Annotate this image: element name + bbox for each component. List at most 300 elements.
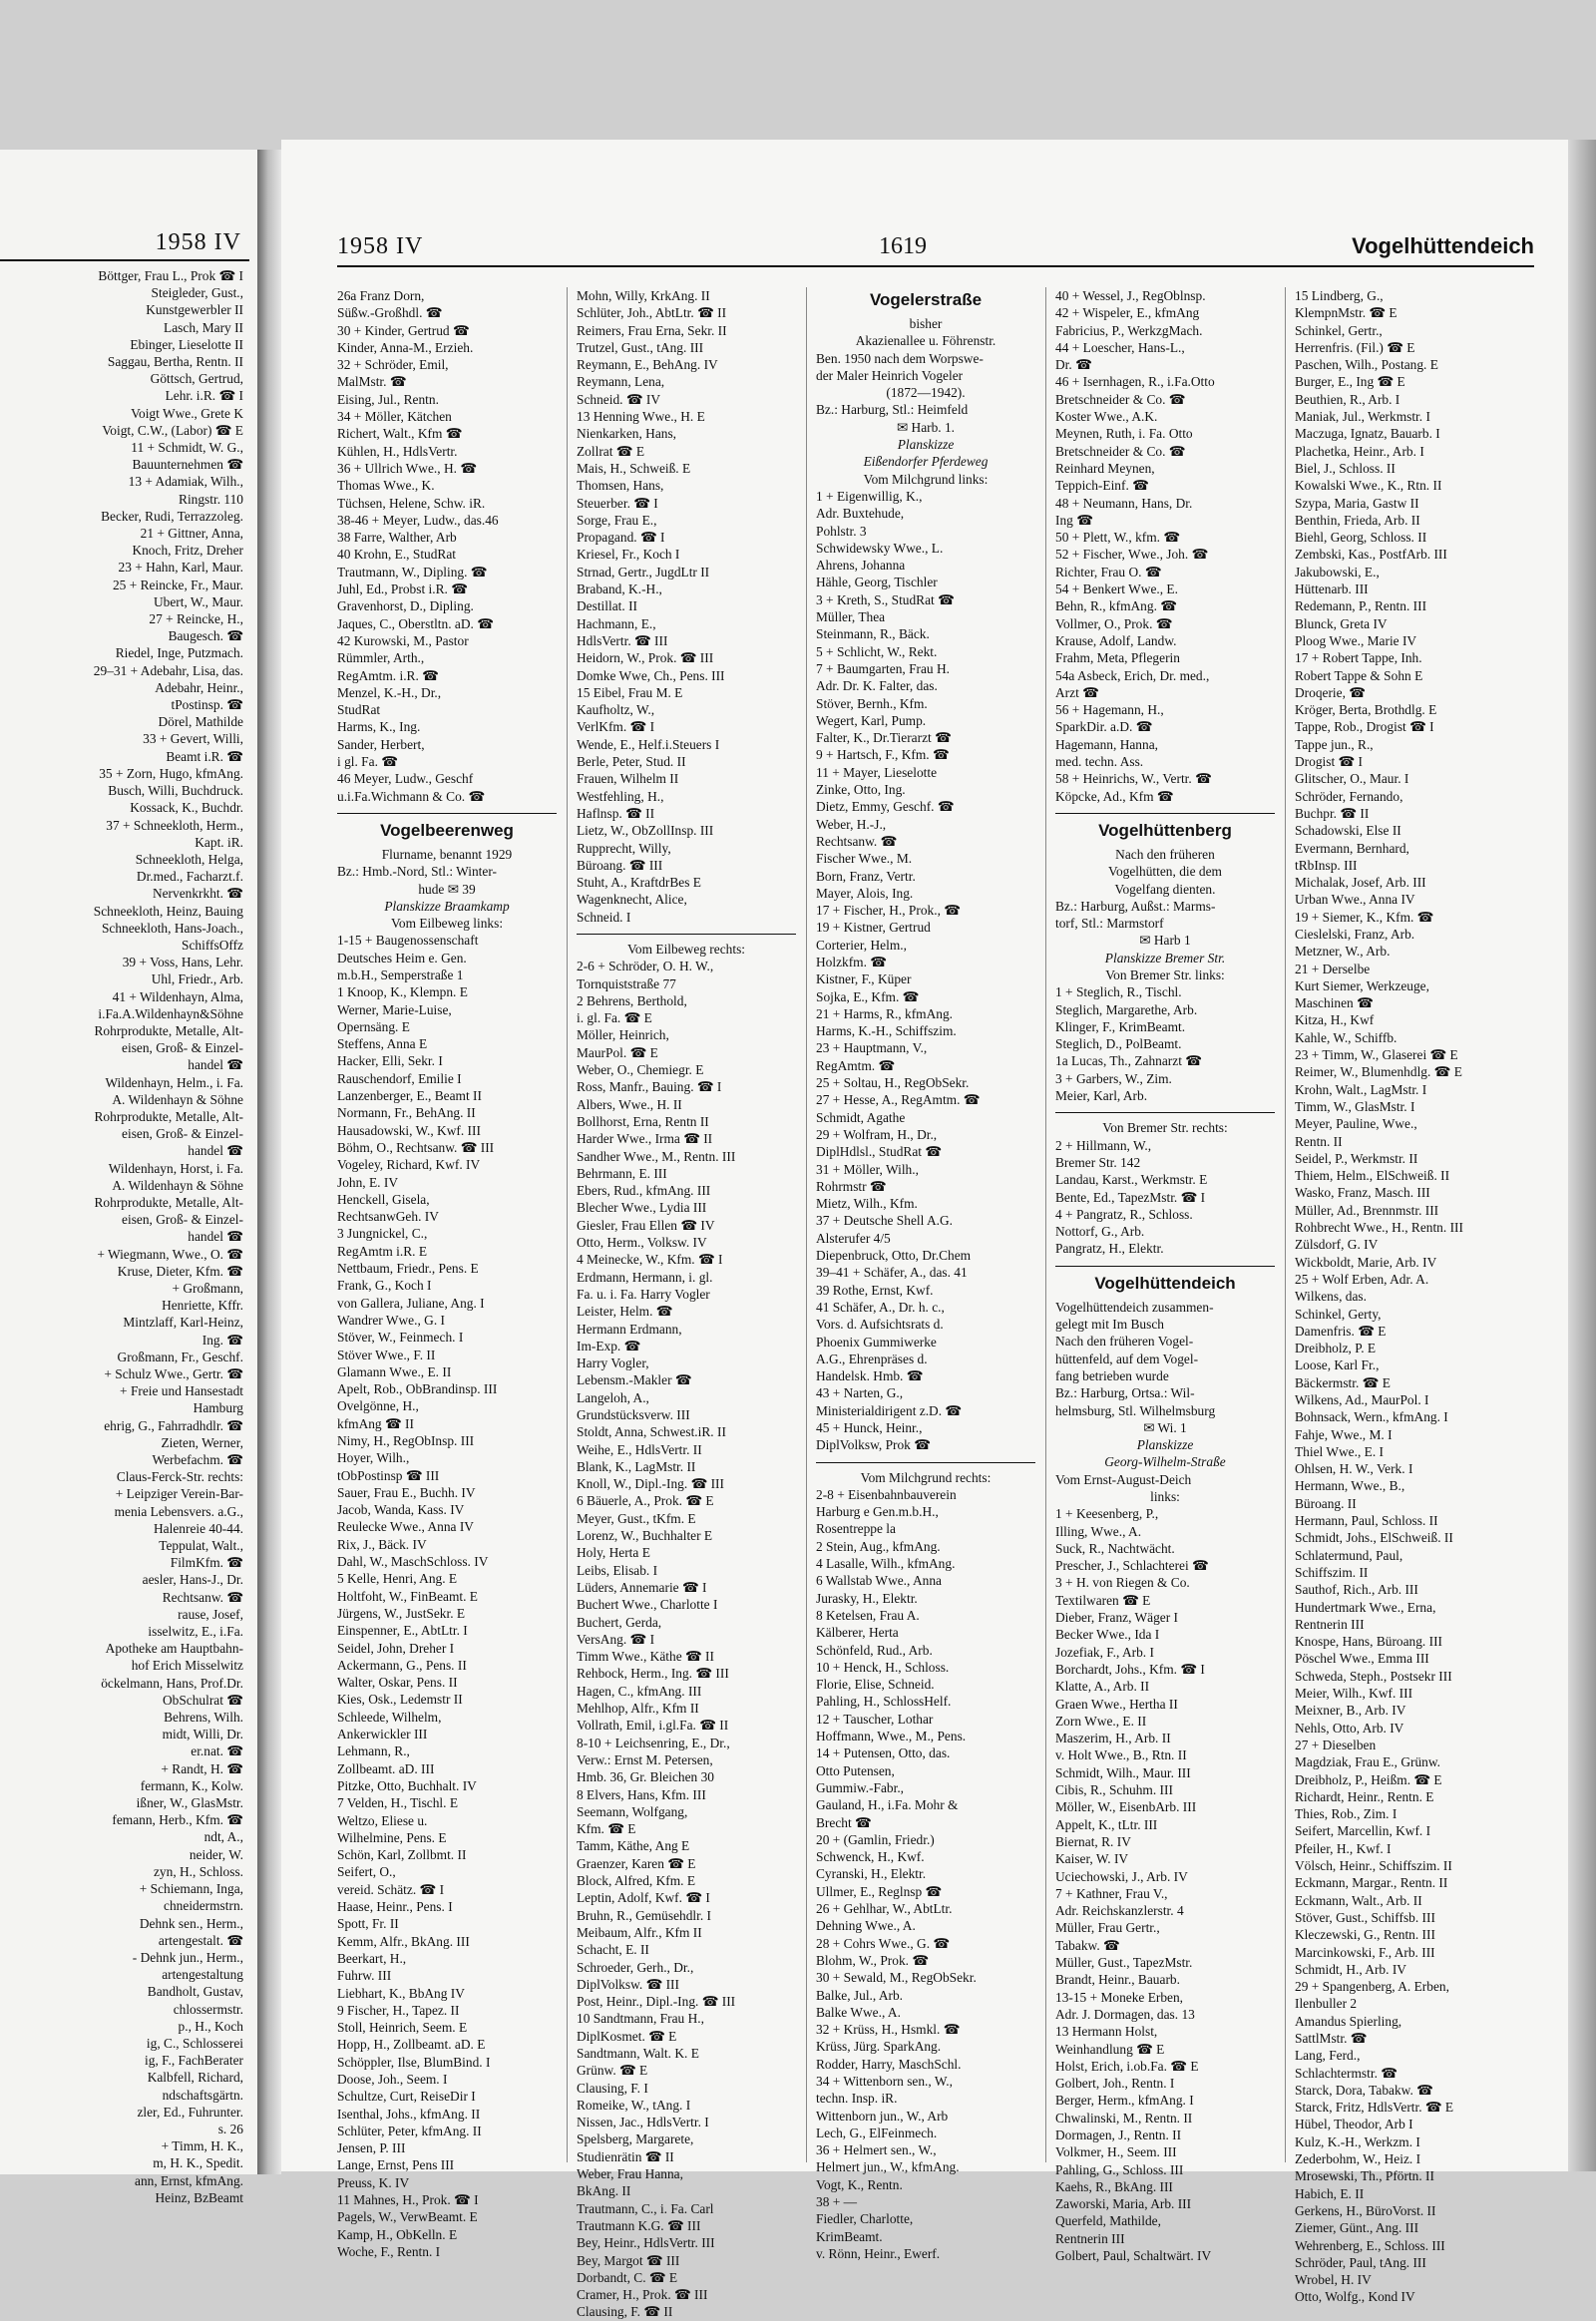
previous-page bbox=[0, 150, 259, 2205]
directory-entry-line: Adr. Buxtehude, bbox=[816, 506, 905, 522]
directory-entry-line: Wildenhayn, Horst, i. Fa. bbox=[108, 1160, 243, 1176]
directory-entry-line: Studienrätin ☎ II bbox=[577, 2148, 674, 2164]
directory-entry-line: Apelt, Rob., ObBrandinsp. III bbox=[337, 1381, 498, 1397]
directory-entry-line: Maszerim, H., Arb. II bbox=[1055, 1731, 1171, 1746]
directory-entry-line: Nissen, Jac., HdlsVertr. I bbox=[577, 2115, 709, 2130]
directory-entry-line: Uciechowski, J., Arb. IV bbox=[1055, 1868, 1188, 1884]
directory-entry-line: Bz.: Harburg, Stl.: Heimfeld bbox=[816, 402, 969, 418]
directory-entry-line: Weinhandlung ☎ E bbox=[1055, 2041, 1165, 2057]
directory-entry-line: 4 Lasalle, Wilh., kfmAng. bbox=[816, 1556, 956, 1572]
directory-entry-line: Kühlen, H., HdlsVertr. bbox=[337, 443, 458, 459]
directory-entry-line: 52 + Fischer, Wwe., Joh. ☎ bbox=[1055, 547, 1209, 563]
directory-entry-line: Rechtsanw. ☎ bbox=[162, 1589, 243, 1605]
directory-entry-line: Becker, Rudi, Terrazzoleg. bbox=[101, 508, 243, 524]
directory-entry-line: Spott, Fr. II bbox=[337, 1916, 399, 1932]
directory-entry-line: Buchert Wwe., Charlotte I bbox=[577, 1597, 718, 1613]
column-divider bbox=[806, 287, 807, 2162]
directory-entry-line: Glamann Wwe., E. II bbox=[337, 1363, 452, 1379]
directory-entry-line: Seidel, John, Dreher I bbox=[337, 1640, 455, 1656]
directory-entry-line: Wende, E., Helf.i.Steuers I bbox=[577, 736, 720, 752]
directory-entry-line: 48 + Neumann, Hans, Dr. bbox=[1055, 495, 1193, 511]
directory-entry-line: Schneekloth, Hans-Joach., bbox=[101, 920, 243, 936]
directory-entry-line: + Leipziger Verein-Bar- bbox=[115, 1486, 243, 1502]
directory-entry-line: Kurt Siemer, Werkzeuge, bbox=[1295, 977, 1429, 993]
directory-entry-line: Meixner, B., Arb. IV bbox=[1295, 1703, 1406, 1719]
directory-entry-line: Reymann, E., BehAng. IV bbox=[577, 357, 718, 373]
directory-entry-line: Beamt i.R. ☎ bbox=[166, 748, 243, 764]
directory-entry-line: Thiem, Helm., ElSchweiß. II bbox=[1295, 1168, 1450, 1184]
directory-entry-line: Harms, K.-H., Schiffszim. bbox=[816, 1023, 957, 1039]
directory-entry-line: Hermann Erdmann, bbox=[577, 1321, 682, 1337]
directory-entry-line: Heinz, BzBeamt bbox=[155, 2189, 243, 2205]
directory-entry-line: Ben. 1950 nach dem Worpswe- bbox=[816, 350, 984, 366]
directory-entry-line: 42 + Wispeler, E., kfmAng bbox=[1055, 305, 1200, 321]
directory-entry-line: Vollmer, O., Prok. ☎ bbox=[1055, 615, 1173, 631]
directory-entry-line: Schinkel, Gerty, bbox=[1295, 1306, 1382, 1322]
directory-entry-line: Lorenz, W., Buchhalter E bbox=[577, 1528, 713, 1544]
directory-entry-line: A. Wildenhayn & Söhne bbox=[112, 1091, 243, 1107]
directory-entry-line: tRbInsp. III bbox=[1295, 857, 1358, 873]
directory-entry-line: Handelsk. Hmb. ☎ bbox=[816, 1368, 924, 1384]
directory-entry-line: 4 + Pangratz, R., Schloss. bbox=[1055, 1206, 1193, 1222]
directory-entry-line: Holtfoht, W., FinBeamt. E bbox=[337, 1588, 478, 1604]
directory-entry-line: kfmAng ☎ II bbox=[337, 1415, 414, 1431]
directory-entry-line: 54a Asbeck, Erich, Dr. med., bbox=[1055, 667, 1210, 683]
directory-entry-line: Saggau, Bertha, Rentn. II bbox=[107, 354, 243, 370]
directory-entry-line: Tappe jun., R., bbox=[1295, 736, 1374, 752]
directory-entry-line: Behn, R., kfmAng. ☎ bbox=[1055, 598, 1177, 614]
directory-entry-line: Knospe, Hans, Büroang. III bbox=[1295, 1634, 1443, 1650]
directory-entry-line: Trutzel, Gust., tAng. III bbox=[577, 339, 704, 355]
directory-entry-line: Rosentreppe la bbox=[816, 1521, 896, 1537]
directory-entry-line: Jozefiak, F., Arb. I bbox=[1055, 1644, 1154, 1660]
directory-entry-line: Nettbaum, Friedr., Pens. E bbox=[337, 1261, 479, 1277]
directory-entry-line: Schwenck, H., Kwf. bbox=[816, 1849, 925, 1865]
directory-entry-line: helmsburg, Stl. Wilhelmsburg bbox=[1055, 1402, 1216, 1418]
directory-entry-line: Rechtsanw. ☎ bbox=[816, 833, 898, 849]
directory-entry-line: er.nat. ☎ bbox=[191, 1743, 243, 1759]
street-note: ✉ Harb 1 bbox=[1139, 933, 1191, 949]
directory-entry-line: Trautmann, W., Dipling. ☎ bbox=[337, 564, 488, 580]
street-heading: Vogelbeerenweg bbox=[380, 820, 514, 840]
directory-entry-line: 14 + Putensen, Otto, das. bbox=[816, 1745, 951, 1761]
directory-entry-line: Jürgens, W., JustSekr. E bbox=[337, 1605, 466, 1621]
street-note: Von Bremer Str. links: bbox=[1105, 967, 1225, 982]
directory-entry-line: Steinmann, R., Bäck. bbox=[816, 626, 930, 642]
directory-entry-line: Stöver, Bernh., Kfm. bbox=[816, 695, 928, 711]
directory-entry-line: Pfeiler, H., Kwf. I bbox=[1295, 1840, 1392, 1856]
directory-entry-line: tObPostinsp ☎ III bbox=[337, 1467, 440, 1483]
directory-entry-line: Landau, Karst., Werkmstr. E bbox=[1055, 1172, 1208, 1188]
street-note: (1872—1942). bbox=[886, 385, 966, 401]
directory-entry-line: Eckmann, Walt., Arb. II bbox=[1295, 1892, 1422, 1908]
directory-entry-line: Preuss, K. IV bbox=[337, 2174, 410, 2190]
directory-entry-line: Wehrenberg, E., Schloss. III bbox=[1295, 2237, 1445, 2253]
directory-entry-line: Romeike, W., tAng. I bbox=[577, 2097, 691, 2113]
directory-entry-line: 44 + Loescher, Hans-L., bbox=[1055, 339, 1185, 355]
directory-entry-line: 8 Elvers, Hans, Kfm. III bbox=[577, 1786, 706, 1802]
directory-entry-line: Tornquiststraße 77 bbox=[577, 975, 676, 991]
directory-entry-line: Ohlsen, H. W., Verk. I bbox=[1295, 1461, 1413, 1477]
directory-entry-line: Adr. J. Dormagen, das. 13 bbox=[1055, 2006, 1195, 2022]
directory-entry-line: Lange, Ernst, Pens III bbox=[337, 2157, 455, 2173]
directory-entry-line: 29 + Spangenberg, A. Erben, bbox=[1295, 1979, 1449, 1995]
directory-entry-line: 21 + Harms, R., kfmAng. bbox=[816, 1005, 953, 1021]
directory-entry-line: Reinhard Meynen, bbox=[1055, 460, 1155, 476]
directory-entry-line: Schlüter, Peter, kfmAng. II bbox=[337, 2123, 482, 2138]
directory-entry-line: Jurasky, H., Elektr. bbox=[816, 1590, 918, 1606]
directory-entry-line: DiplVolksw. ☎ III bbox=[577, 1976, 679, 1992]
directory-entry-line: 13 Henning Wwe., H. E bbox=[577, 409, 705, 425]
directory-entry-line: Brandt, Heinr., Bauarb. bbox=[1055, 1972, 1180, 1988]
directory-entry-line: 46 Meyer, Ludw., Geschf bbox=[337, 771, 474, 787]
directory-entry-line: Starck, Dora, Tabakw. ☎ bbox=[1295, 2082, 1433, 2098]
directory-entry-line: SparkDir. a.D. ☎ bbox=[1055, 719, 1153, 735]
directory-entry-line: Walter, Oskar, Pens. II bbox=[337, 1675, 458, 1691]
directory-entry-line: Meyer, Gust., tKfm. E bbox=[577, 1510, 696, 1526]
directory-entry-line: Krüss, Jürg. SparkAng. bbox=[816, 2039, 942, 2055]
directory-entry-line: Pohlstr. 3 bbox=[816, 523, 867, 539]
directory-entry-line: Meier, Karl, Arb. bbox=[1055, 1088, 1148, 1104]
directory-entry-line: Dahl, W., MaschSchloss. IV bbox=[337, 1554, 489, 1570]
directory-entry-line: Kaufholtz, W., bbox=[577, 702, 655, 718]
street-note: ✉ Harb. 1. bbox=[896, 419, 956, 435]
street-note: Von Bremer Str. rechts: bbox=[1102, 1120, 1228, 1136]
directory-entry-line: Isenthal, Johs., kfmAng. II bbox=[337, 2106, 481, 2122]
street-note: Vogelhütten, die dem bbox=[1108, 864, 1222, 880]
directory-entry-line: Hagen, C., kfmAng. III bbox=[577, 1683, 702, 1699]
directory-entry-line: 56 + Hagemann, H., bbox=[1055, 702, 1164, 718]
directory-entry-line: Ziemer, Günt., Ang. III bbox=[1295, 2220, 1419, 2236]
directory-entry-line: Fischer Wwe., M. bbox=[816, 851, 913, 867]
directory-entry-line: Schröder, Fernando, bbox=[1295, 788, 1403, 804]
directory-entry-line: 5 Kelle, Henri, Ang. E bbox=[337, 1571, 458, 1587]
directory-entry-line: Wegert, Karl, Pump. bbox=[816, 712, 927, 728]
directory-entry-line: Jakubowski, E., bbox=[1295, 564, 1380, 580]
page-edge-shadow bbox=[1568, 140, 1596, 2171]
directory-entry-line: eisen, Groß- & Einzel- bbox=[122, 1040, 243, 1056]
directory-entry-line: Ahrens, Johanna bbox=[816, 558, 906, 574]
directory-entry-line: Rodder, Harry, MaschSchl. bbox=[816, 2056, 962, 2072]
directory-entry-line: Hausadowski, W., Kwf. III bbox=[337, 1122, 481, 1138]
directory-entry-line: 43 + Narten, G., bbox=[816, 1385, 904, 1401]
directory-entry-line: Berger, Herm., kfmAng. I bbox=[1055, 2093, 1194, 2109]
directory-entry-line: Rohbrecht Wwe., H., Rentn. III bbox=[1295, 1220, 1463, 1236]
directory-entry-line: v. Rönn, Heinr., Ewerf. bbox=[816, 2245, 941, 2261]
directory-entry-line: Zieten, Werner, bbox=[161, 1434, 243, 1450]
directory-entry-line: Ackermann, G., Pens. II bbox=[337, 1657, 467, 1673]
directory-entry-line: Reimer, W., Blumenhdlg. ☎ E bbox=[1295, 1064, 1462, 1080]
directory-entry-line: Schlatermund, Paul, bbox=[1295, 1547, 1403, 1563]
directory-entry-line: MaurPol. ☎ E bbox=[577, 1044, 658, 1060]
directory-entry-line: Kowalski Wwe., K., Rtn. II bbox=[1295, 478, 1442, 494]
directory-entry-line: Rentn. II bbox=[1295, 1133, 1343, 1149]
directory-entry-line: öckelmann, Hans, Prof.Dr. bbox=[101, 1675, 243, 1691]
directory-entry-line: Golbert, Joh., Rentn. I bbox=[1055, 2076, 1175, 2092]
directory-entry-line: Schönfeld, Rud., Arb. bbox=[816, 1642, 933, 1658]
directory-entry-line: Otto Putensen, bbox=[816, 1762, 895, 1778]
directory-entry-line: Langeloh, A., bbox=[577, 1389, 649, 1405]
directory-entry-line: Rohrprodukte, Metalle, Alt- bbox=[94, 1022, 243, 1038]
directory-entry-line: Borchardt, Johs., Kfm. ☎ I bbox=[1055, 1661, 1205, 1677]
directory-entry-line: Rupprecht, Willy, bbox=[577, 840, 671, 856]
directory-entry-line: Loose, Karl Fr., bbox=[1295, 1357, 1380, 1373]
street-heading: Vogelhüttendeich bbox=[1094, 1273, 1236, 1293]
directory-entry-line: Albers, Wwe., H. II bbox=[577, 1096, 682, 1112]
directory-entry-line: Fuhrw. III bbox=[337, 1968, 392, 1984]
directory-entry-line: Fahje, Wwe., M. I bbox=[1295, 1426, 1393, 1442]
directory-entry-line: 7 + Kathner, Frau V., bbox=[1055, 1885, 1168, 1901]
directory-entry-line: KlempnMstr. ☎ E bbox=[1295, 305, 1397, 321]
section-rule bbox=[337, 813, 557, 814]
directory-entry-line: Jensen, P. III bbox=[337, 2140, 406, 2156]
directory-entry-line: Lech, G., ElFeinmech. bbox=[816, 2125, 938, 2140]
directory-entry-line: Adr. Dr. K. Falter, das. bbox=[816, 678, 938, 694]
directory-entry-line: Thies, Rob., Zim. I bbox=[1295, 1806, 1397, 1822]
directory-entry-line: 30 + Sewald, M., RegObSekr. bbox=[816, 1970, 977, 1986]
directory-entry-line: Harms, K., Ing. bbox=[337, 719, 421, 735]
section-rule bbox=[577, 934, 796, 935]
directory-entry-line: Schmidt, Wilh., Maur. III bbox=[1055, 1764, 1191, 1780]
directory-entry-line: Trautmann K.G. ☎ III bbox=[577, 2217, 701, 2233]
directory-entry-line: Im-Exp. ☎ bbox=[577, 1338, 641, 1354]
directory-entry-line: BkAng. II bbox=[577, 2183, 631, 2199]
directory-entry-line: SchiffsOffz bbox=[182, 937, 243, 953]
directory-entry-line: Nach den früheren Vogel- bbox=[1055, 1334, 1194, 1350]
plan-reference: Planskizze Bremer Str. bbox=[1104, 950, 1226, 966]
directory-entry-line: Schweda, Steph., Postsekr III bbox=[1295, 1668, 1452, 1684]
directory-entry-line: SattlMstr. ☎ bbox=[1295, 2030, 1368, 2046]
directory-entry-line: Cieslelski, Franz, Arb. bbox=[1295, 926, 1415, 942]
directory-entry-line: Fa. u. i. Fa. Harry Vogler bbox=[577, 1286, 710, 1302]
directory-entry-line: Böttger, Frau L., Prok ☎ I bbox=[98, 268, 243, 283]
directory-entry-line: Sauthof, Rich., Arb. III bbox=[1295, 1582, 1418, 1598]
directory-entry-line: Cyranski, H., Elektr. bbox=[816, 1866, 927, 1882]
directory-entry-line: Kapt. iR. bbox=[195, 834, 243, 850]
directory-entry-line: tPostinsp. ☎ bbox=[171, 697, 243, 713]
directory-entry-line: v. Holt Wwe., B., Rtn. II bbox=[1055, 1747, 1187, 1763]
directory-entry-line: Schneekloth, Helga, bbox=[135, 851, 243, 867]
directory-entry-line: Haflnsp. ☎ II bbox=[577, 805, 655, 821]
directory-entry-line: Mehlhop, Alfr., Kfm II bbox=[577, 1701, 699, 1717]
directory-entry-line: Müller, Thea bbox=[816, 609, 886, 625]
directory-entry-line: Hacker, Elli, Sekr. I bbox=[337, 1053, 443, 1069]
directory-entry-line: Dörel, Mathilde bbox=[158, 714, 243, 730]
directory-entry-line: 27 + Dieselben bbox=[1295, 1737, 1377, 1752]
directory-entry-line: Harburg e Gen.m.b.H., bbox=[816, 1504, 939, 1520]
directory-entry-line: zler, Ed., Fuhrunter. bbox=[137, 2104, 243, 2120]
directory-entry-line: Kunstgewerbler II bbox=[146, 302, 243, 318]
directory-entry-line: Zollrat ☎ E bbox=[577, 443, 644, 459]
directory-entry-line: Stuht, A., KraftdrBes E bbox=[577, 875, 701, 891]
directory-entry-line: Arzt ☎ bbox=[1055, 684, 1099, 700]
directory-entry-line: 7 + Baumgarten, Frau H. bbox=[816, 660, 950, 676]
directory-entry-line: 34 + Möller, Kätchen bbox=[337, 409, 452, 425]
directory-entry-line: Braband, K.-H., bbox=[577, 581, 662, 597]
directory-entry-line: Kriesel, Fr., Koch I bbox=[577, 547, 680, 563]
directory-column-4 bbox=[1055, 287, 1275, 2264]
directory-entry-line: Richardt, Heinr., Rentn. E bbox=[1295, 1788, 1434, 1804]
directory-entry-line: Mintzlaff, Karl-Heinz, bbox=[123, 1315, 243, 1331]
directory-entry-line: Rentnerin III bbox=[1055, 2230, 1125, 2246]
directory-entry-line: i. gl. Fa. ☎ E bbox=[577, 1010, 652, 1026]
directory-entry-line: Westfehling, H., bbox=[577, 788, 664, 804]
street-note: Flurname, benannt 1929 bbox=[381, 846, 513, 862]
page-header bbox=[337, 231, 1534, 267]
directory-entry-line: Meier, Wilh., Kwf. III bbox=[1295, 1686, 1413, 1702]
directory-entry-line: 29–31 + Adebahr, Lisa, das. bbox=[93, 662, 243, 678]
directory-entry-line: 2-6 + Schröder, O. H. W., bbox=[577, 959, 714, 974]
directory-entry-line: VerlKfm. ☎ I bbox=[577, 719, 655, 735]
directory-entry-line: Brecht ☎ bbox=[816, 1814, 872, 1830]
directory-entry-line: Möller, W., EisenbArb. III bbox=[1055, 1799, 1197, 1815]
directory-entry-line: + Timm, H. K., bbox=[161, 2138, 243, 2154]
directory-entry-line: Bäckermstr. ☎ E bbox=[1295, 1374, 1391, 1390]
directory-entry-line: Schmidt, Johs., ElSchweiß. II bbox=[1295, 1530, 1453, 1546]
directory-entry-line: Henckell, Gisela, bbox=[337, 1191, 430, 1207]
directory-entry-line: 2-8 + Eisenbahnbauverein bbox=[816, 1486, 957, 1502]
directory-entry-line: Otto, Wolfg., Kond IV bbox=[1295, 2289, 1415, 2305]
directory-entry-line: ann, Ernst, kfmAng. bbox=[135, 2172, 243, 2188]
directory-entry-line: Hopp, H., Zollbeamt. aD. E bbox=[337, 2037, 486, 2053]
directory-entry-line: Wildenhayn, Helm., i. Fa. bbox=[105, 1074, 243, 1090]
directory-page bbox=[281, 140, 1568, 2320]
directory-entry-line: Steglich, D., PolBeamt. bbox=[1055, 1036, 1182, 1052]
directory-entry-line: DiplHdlsl., StudRat ☎ bbox=[816, 1144, 943, 1160]
directory-entry-line: 15 Eibel, Frau M. E bbox=[577, 684, 683, 700]
directory-entry-line: 58 + Heinrichs, W., Vertr. ☎ bbox=[1055, 771, 1212, 787]
directory-entry-line: Balke, Jul., Arb. bbox=[816, 1987, 904, 2003]
directory-entry-line: Einspenner, E., AbtLtr. I bbox=[337, 1623, 468, 1639]
directory-entry-line: 25 + Reincke, Fr., Maur. bbox=[112, 577, 243, 592]
directory-entry-line: 1-15 + Baugenossenschaft bbox=[337, 933, 479, 949]
directory-entry-line: Timm, W., GlasMstr. I bbox=[1295, 1098, 1415, 1114]
street-heading: Vogelhüttenberg bbox=[1098, 820, 1232, 840]
directory-entry-line: Rohrprodukte, Metalle, Alt- bbox=[94, 1194, 243, 1210]
directory-entry-line: 2 Stein, Aug., kfmAng. bbox=[816, 1538, 941, 1554]
directory-entry-line: Meibaum, Alfr., Kfm II bbox=[577, 1924, 702, 1940]
directory-entry-line: Suck, R., Nachtwächt. bbox=[1055, 1540, 1175, 1556]
directory-entry-line: Uhl, Friedr., Arb. bbox=[151, 971, 243, 987]
directory-entry-line: Helmert jun., W., kfmAng. bbox=[816, 2159, 960, 2175]
directory-entry-line: Gummiw.-Fabr., bbox=[816, 1779, 905, 1795]
directory-entry-line: Block, Alfred, Kfm. E bbox=[577, 1873, 696, 1889]
directory-entry-line: Tüchsen, Helene, Schw. iR. bbox=[337, 495, 486, 511]
directory-entry-line: Kitza, H., Kwf bbox=[1295, 1012, 1375, 1028]
directory-entry-line: Blank, K., LagMstr. II bbox=[577, 1458, 696, 1474]
directory-entry-line: Schön, Karl, Zollbmt. II bbox=[337, 1847, 467, 1863]
directory-entry-line: p., H., Koch bbox=[178, 2018, 243, 2034]
directory-entry-line: Hoffmann, Wwe., M., Pens. bbox=[816, 1729, 967, 1744]
directory-entry-line: 3 + Kreth, S., StudRat ☎ bbox=[816, 591, 955, 607]
directory-entry-line: Bauunternehmen ☎ bbox=[132, 457, 243, 473]
directory-entry-line: Born, Franz, Vertr. bbox=[816, 868, 916, 884]
directory-entry-line: u.i.Fa.Wichmann & Co. ☎ bbox=[337, 788, 486, 804]
directory-entry-line: Seifert, O., bbox=[337, 1864, 396, 1880]
directory-entry-line: Hamburg bbox=[193, 1400, 243, 1416]
directory-entry-line: 27 + Hesse, A., RegAmtm. ☎ bbox=[816, 1092, 981, 1108]
directory-entry-line: chneidermstrn. bbox=[164, 1898, 243, 1914]
directory-entry-line: Lehmann, R., bbox=[337, 1743, 410, 1759]
directory-entry-line: Ing ☎ bbox=[1055, 512, 1093, 528]
directory-entry-line: Seifert, Marcellin, Kwf. I bbox=[1295, 1823, 1431, 1839]
directory-entry-line: Dehning Wwe., A. bbox=[816, 1918, 916, 1934]
directory-entry-line: Vollrath, Emil, i.gl.Fa. ☎ II bbox=[577, 1718, 729, 1734]
street-note: links: bbox=[1150, 1489, 1180, 1504]
directory-entry-line: 13 + Adamiak, Wilh., bbox=[128, 474, 243, 490]
directory-entry-line: 19 + Kistner, Gertrud bbox=[816, 920, 931, 936]
directory-entry-line: Voigt, C.W., (Labor) ☎ E bbox=[102, 422, 243, 438]
directory-column-1 bbox=[337, 287, 557, 2260]
directory-entry-line: Reimers, Frau Erna, Sekr. II bbox=[577, 322, 727, 338]
directory-entry-line: Steffens, Anna E bbox=[337, 1036, 428, 1052]
directory-entry-line: Ross, Manfr., Bauing. ☎ I bbox=[577, 1079, 722, 1095]
directory-entry-line: Bz.: Harburg, Ortsa.: Wil- bbox=[1055, 1385, 1195, 1401]
directory-entry-line: Richter, Frau O. ☎ bbox=[1055, 564, 1162, 580]
directory-entry-line: Propagand. ☎ I bbox=[577, 530, 665, 546]
directory-entry-line: 39–41 + Schäfer, A., das. 41 bbox=[816, 1265, 968, 1281]
directory-entry-line: Lanzenberger, E., Beamt II bbox=[337, 1088, 482, 1104]
directory-entry-line: Habich, E. II bbox=[1295, 2185, 1365, 2201]
directory-entry-line: 11 Mahnes, H., Prok. ☎ I bbox=[337, 2192, 479, 2208]
directory-entry-line: Alsterufer 4/5 bbox=[816, 1230, 891, 1246]
directory-entry-line: Koster Wwe., A.K. bbox=[1055, 409, 1158, 425]
directory-entry-line: Gerkens, H., BüroVorst. II bbox=[1295, 2202, 1436, 2218]
directory-entry-line: Grundstücksverw. III bbox=[577, 1407, 690, 1422]
directory-entry-line: Becker Wwe., Ida I bbox=[1055, 1627, 1160, 1643]
directory-entry-line: 1 + Keesenberg, P., bbox=[1055, 1506, 1159, 1522]
directory-entry-line: ig, C., Schlosserei bbox=[146, 2035, 243, 2051]
directory-entry-line: 30 + Kinder, Gertrud ☎ bbox=[337, 322, 470, 338]
directory-entry-line: Göttsch, Gertrud, bbox=[150, 371, 243, 387]
directory-entry-line: Glitscher, O., Maur. I bbox=[1295, 771, 1409, 787]
directory-entry-line: Appelt, K., tLtr. III bbox=[1055, 1816, 1158, 1832]
directory-entry-line: Mais, H., Schweiß. E bbox=[577, 460, 691, 476]
directory-entry-line: Gauland, H., i.Fa. Mohr & bbox=[816, 1797, 959, 1813]
directory-entry-line: Ankerwickler III bbox=[337, 1727, 428, 1742]
directory-entry-line: Richert, Walt., Kfm ☎ bbox=[337, 426, 463, 442]
directory-entry-line: Plachetka, Heinr., Arb. I bbox=[1295, 443, 1424, 459]
directory-entry-line: 23 + Hahn, Karl, Maur. bbox=[118, 560, 243, 576]
directory-entry-line: ißner, W., GlasMstr. bbox=[136, 1795, 243, 1811]
directory-entry-line: Hermann, Paul, Schloss. II bbox=[1295, 1513, 1438, 1529]
page-header-year: 1958 IV bbox=[337, 233, 424, 259]
directory-entry-line: Bente, Ed., TapezMstr. ☎ I bbox=[1055, 1189, 1206, 1205]
section-rule bbox=[1055, 1266, 1275, 1267]
directory-entry-line: Ebinger, Lieselotte II bbox=[130, 336, 243, 352]
directory-entry-line: Baugesch. ☎ bbox=[168, 628, 243, 644]
page-header-street: Vogelhüttendeich bbox=[1352, 233, 1534, 258]
directory-entry-line: Biel, J., Schloss. II bbox=[1295, 460, 1396, 476]
directory-entry-line: eisen, Groß- & Einzel- bbox=[122, 1126, 243, 1142]
directory-entry-line: 10 Sandtmann, Frau H., bbox=[577, 2011, 704, 2027]
directory-entry-line: Schacht, E. II bbox=[577, 1942, 649, 1958]
directory-entry-line: Nervenkrkht. ☎ bbox=[152, 886, 243, 902]
directory-entry-line: Otto, Herm., Volksw. IV bbox=[577, 1235, 707, 1251]
directory-entry-line: Kröger, Berta, Brothdlg. E bbox=[1295, 702, 1437, 718]
directory-entry-line: Dormagen, J., Rentn. II bbox=[1055, 2127, 1182, 2142]
directory-entry-line: Golbert, Paul, Schaltwärt. IV bbox=[1055, 2248, 1212, 2264]
directory-entry-line: A. Wildenhayn & Söhne bbox=[112, 1177, 243, 1193]
directory-entry-line: Kulz, K.-H., Werkzm. I bbox=[1295, 2133, 1420, 2149]
directory-entry-line: Wilkens, Ad., MaurPol. I bbox=[1295, 1392, 1429, 1407]
directory-entry-line: Dr.med., Facharzt.f. bbox=[136, 869, 243, 885]
directory-entry-line: Kistner, F., Küper bbox=[816, 971, 912, 987]
directory-entry-line: Ministerialdirigent z.D. ☎ bbox=[816, 1402, 963, 1418]
directory-entry-line: 11 + Mayer, Lieselotte bbox=[816, 764, 938, 780]
directory-entry-line: Claus-Ferck-Str. rechts: bbox=[116, 1469, 243, 1485]
directory-entry-line: Weihe, E., HdlsVertr. II bbox=[577, 1441, 702, 1457]
